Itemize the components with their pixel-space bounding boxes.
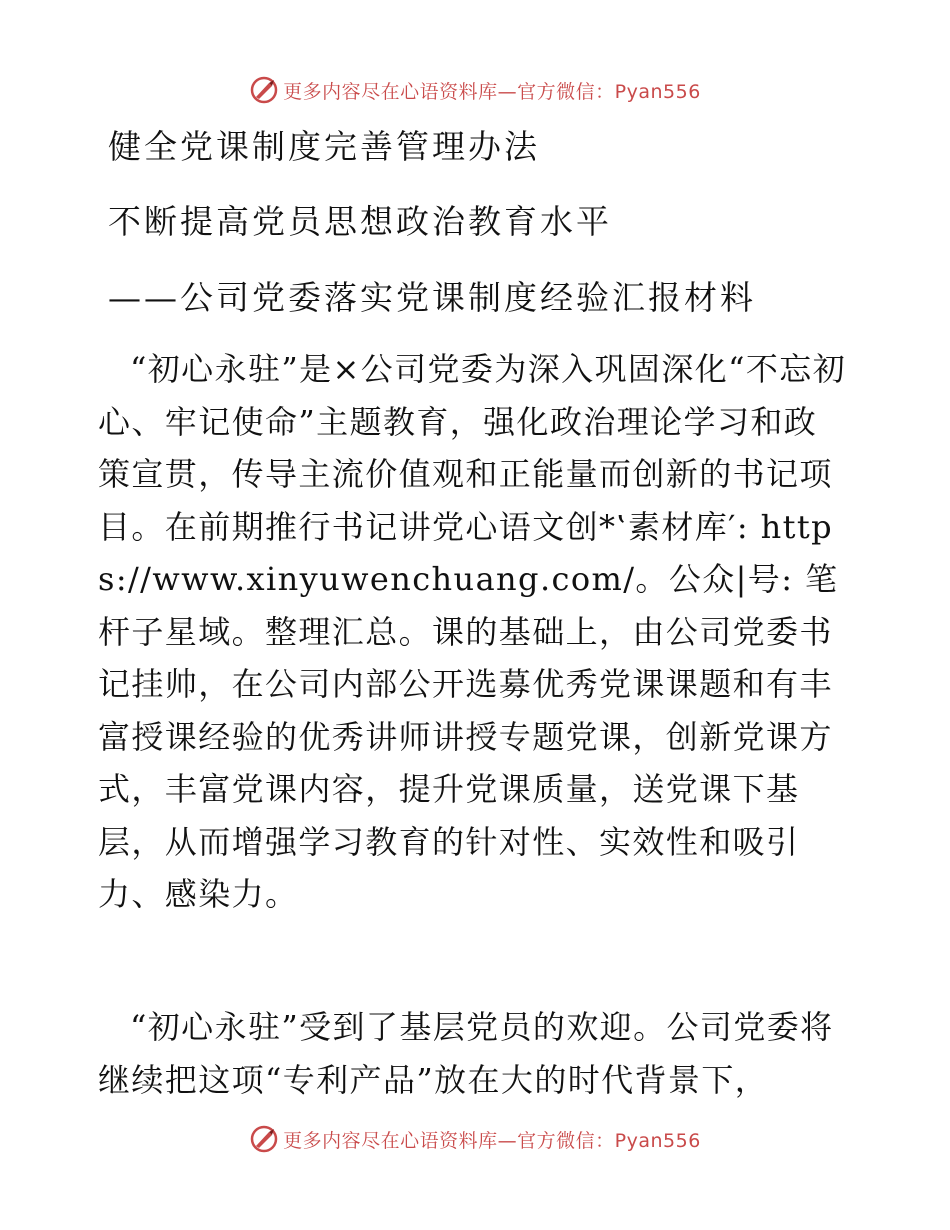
watermark-text: 更多内容尽在心语资料库—官方微信：Pyan556 <box>283 1129 701 1152</box>
body-paragraph-2: “初心永驻”受到了基层党员的欢迎。公司党委将继续把这项“专利产品”放在大的时代背景下， <box>98 1008 834 1099</box>
footer-watermark-banner <box>0 1121 950 1157</box>
document-title: 健全党课制度完善管理办法 <box>108 127 540 166</box>
quill-pen-circle-icon <box>249 75 279 105</box>
body-paragraph-1: “初心永驻”是×公司党委为深入巩固深化“不忘初心、牢记使命”主题教育，强化政治理论学习和政策宣贯，传导主流价值观和正能量而创新的书记项目。在前期推行书记讲党心语文创*‛素材库′: https://www.xinyuwenchuang.com/。公众|号: 笔杆子星域。整理汇总。课的基础上，由公司党委书记挂帅，在公司内部公开选募优秀党课课题和有丰富授课经验的优秀讲师讲授专题党课，创新党课方式，丰富党课内容，提升党课质量，送党课下基层，从而增强学习教育的针对性、实效性和吸引力、感染力。 <box>98 350 847 913</box>
quill-pen-circle-icon <box>249 1124 279 1154</box>
watermark-text: 更多内容尽在心语资料库—官方微信：Pyan556 <box>283 80 701 103</box>
header-watermark-banner <box>0 72 950 108</box>
document-title-line-2: 不断提高党员思想政治教育水平 <box>108 202 612 241</box>
document-subtitle: ——公司党委落实党课制度经验汇报材料 <box>108 278 756 317</box>
